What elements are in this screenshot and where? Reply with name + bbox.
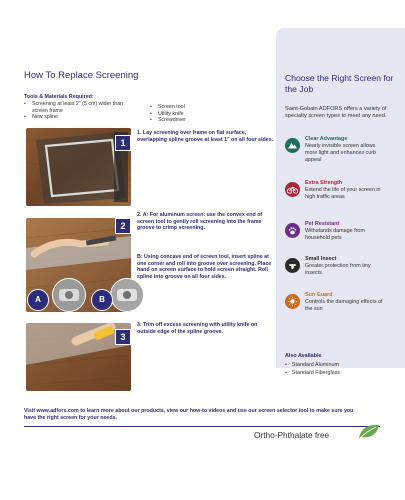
feature-name: Extra Strength	[305, 180, 343, 186]
step-number: 1	[115, 135, 131, 151]
feature-extra-strength	[285, 180, 405, 212]
step-2b-text: B: Using concave end of screen tool, insert spline at one corner and roll into groove over screening. Place hand on screen surface to hold screen straight. Roll spline into groove on all four sides.	[137, 254, 272, 281]
feature-desc: Controls the damaging effects of the sun	[305, 299, 383, 312]
list-item: • New spline	[24, 114, 140, 121]
feature-clear-advantage	[285, 136, 405, 168]
list-item: • Standard Fiberglass	[285, 370, 340, 378]
inset-label-b: B	[91, 289, 113, 311]
feature-desc: Greater protection from tiny insects	[305, 263, 371, 276]
feature-sun-guard	[285, 292, 405, 324]
divider	[24, 426, 380, 427]
ortho-phthalate-free-label: Ortho-Phthalate free	[254, 430, 330, 440]
feature-name: Sun Guard	[305, 292, 333, 298]
list-item: • Standard Aluminum	[285, 362, 340, 370]
leaf-icon	[357, 423, 381, 440]
page-title: How To Replace Screening	[24, 70, 139, 81]
paw-icon	[285, 223, 300, 238]
sidebar-title: Choose the Right Screen for the Job	[285, 73, 394, 94]
also-available-list	[285, 362, 340, 377]
feature-small-insect	[285, 256, 405, 288]
feature-desc: Extend the life of your screen in high traffic areas	[305, 187, 381, 200]
step-1-text: 1. Lay screening over frame on flat surface, overlapping spline groove at least 1" on all four sides.	[137, 130, 274, 143]
step-3-text: 3. Trim off excess screening with utility knife on outside edge of the spline groove.	[137, 322, 258, 335]
inset-label-a: A	[27, 289, 49, 311]
step-2a-text: 2. A: For aluminum screen: use the convex end of screen tool to gently roll screening into the frame groove to crimp screening.	[137, 212, 263, 232]
inset-b-image	[110, 278, 144, 312]
mountain-icon	[285, 138, 300, 153]
list-item: • Utility knife	[150, 111, 186, 118]
insect-icon	[285, 258, 300, 273]
step-number: 3	[115, 329, 131, 345]
inset-a-image	[52, 278, 86, 312]
feature-name: Clear Advantage	[305, 136, 348, 142]
bicycle-icon	[285, 182, 300, 197]
sidebar-panel	[276, 28, 405, 376]
requirements-list	[24, 101, 140, 121]
feature-name: Pet Resistant	[305, 221, 340, 227]
feature-desc: Withstands damage from household pets	[305, 228, 365, 241]
list-item: • Screen tool	[150, 104, 186, 111]
sidebar-intro: Saint-Gobain ADFORS offers a variety of specialty screen types to meet any need.	[285, 106, 387, 120]
sun-icon	[285, 294, 300, 309]
list-item: • Screwdriver	[150, 117, 186, 124]
step-number: 2	[115, 218, 131, 234]
requirements-list-tools	[150, 104, 186, 124]
requirements-title: Tools & Materials Required:	[24, 94, 94, 100]
also-available-title: Also Available	[285, 353, 322, 359]
feature-name: Small Insect	[305, 256, 337, 262]
footer-text: Visit www.adfors.com to learn more about our products, view our how-to videos and use our screen selector tool to make sure you have the right screen for your needs.	[24, 408, 354, 422]
feature-pet-resistant	[285, 221, 405, 253]
feature-desc: Nearly invisible screen allows more light and enhances curb appeal	[305, 143, 377, 163]
list-item: • Screening at least 2" (5 cm) wider than screen frame	[24, 101, 140, 114]
